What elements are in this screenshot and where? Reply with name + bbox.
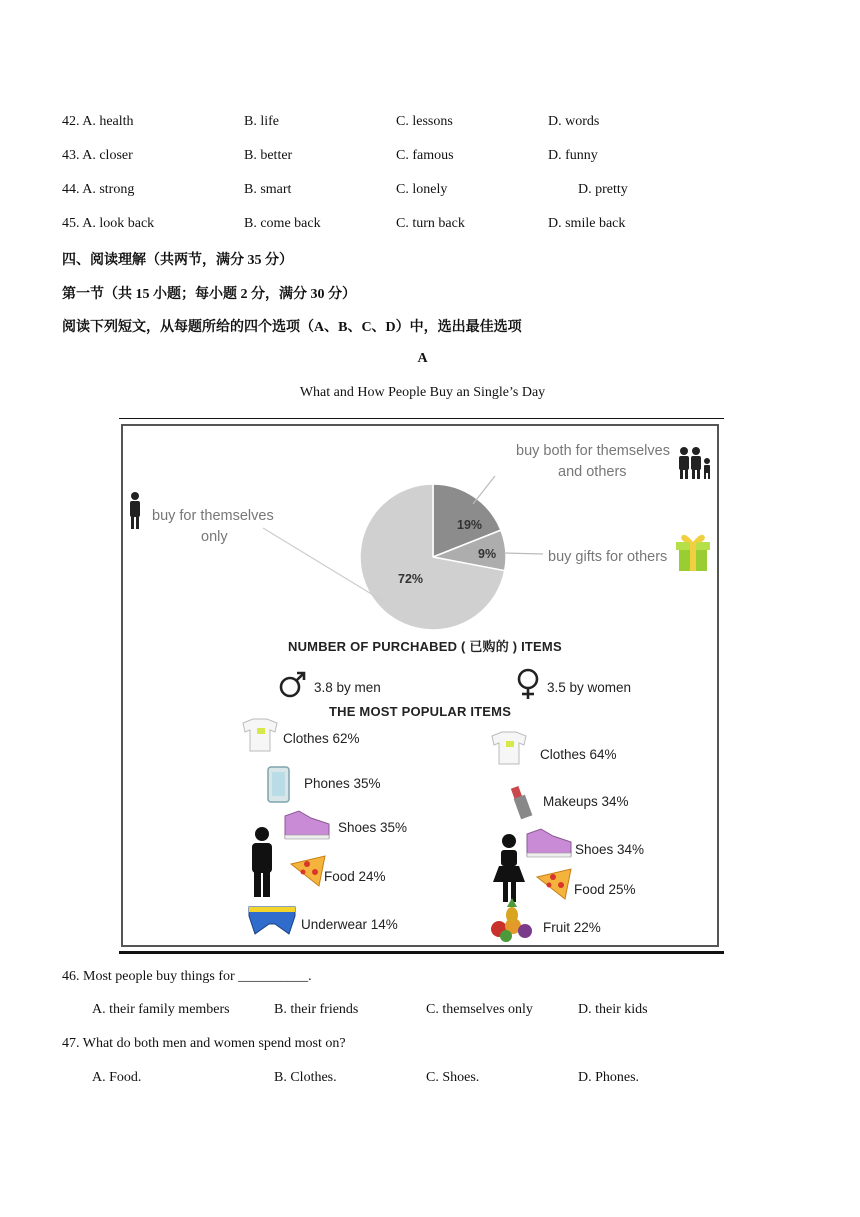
q44-option-a: 44. A. strong bbox=[62, 182, 135, 197]
men-item-food: Food 24% bbox=[324, 869, 386, 884]
female-symbol-icon bbox=[519, 670, 537, 699]
shoes-icon-men bbox=[285, 811, 329, 839]
passage-title: What and How People Buy an Single’s Day bbox=[299, 385, 546, 400]
q47-stem: 47. What do both men and women spend most on? bbox=[62, 1036, 346, 1051]
q46-option-d: D. their kids bbox=[578, 1002, 648, 1017]
q42-option-d: D. words bbox=[548, 114, 600, 129]
q47-option-c: C. Shoes. bbox=[426, 1070, 480, 1085]
man-figure-icon bbox=[252, 827, 272, 897]
leader-line-gifts bbox=[504, 553, 543, 554]
q43-option-d: D. funny bbox=[548, 148, 598, 163]
men-item-shoes: Shoes 35% bbox=[338, 820, 408, 835]
men-item-clothes: Clothes 62% bbox=[283, 731, 360, 746]
pie-label-both: 19% bbox=[457, 518, 483, 532]
women-item-shoes: Shoes 34% bbox=[575, 842, 645, 857]
underwear-icon bbox=[249, 907, 295, 934]
section-heading: 四、阅读理解（共两节，满分 35 分） bbox=[62, 253, 293, 268]
leader-line-both bbox=[473, 476, 495, 504]
q45-option-a: 45. A. look back bbox=[62, 216, 155, 231]
passage-letter: A bbox=[417, 351, 428, 366]
men-item-underwear: Underwear 14% bbox=[301, 917, 398, 932]
phone-icon bbox=[268, 767, 289, 802]
pie-label-self: 72% bbox=[398, 572, 424, 586]
shoes-icon-women bbox=[527, 829, 571, 857]
top-rule bbox=[119, 418, 724, 419]
q44-option-c: C. lonely bbox=[396, 182, 448, 197]
women-item-clothes: Clothes 64% bbox=[540, 747, 617, 762]
q47-option-a: A. Food. bbox=[92, 1070, 142, 1085]
q46-option-b: B. their friends bbox=[274, 1002, 359, 1017]
label-self-line2: only bbox=[201, 529, 228, 545]
label-gifts: buy gifts for others bbox=[548, 549, 668, 565]
men-item-phones: Phones 35% bbox=[304, 776, 381, 791]
q44-option-b: B. smart bbox=[244, 182, 292, 197]
person-icon bbox=[130, 492, 140, 529]
q47-option-b: B. Clothes. bbox=[274, 1070, 337, 1085]
fruit-icon bbox=[491, 898, 532, 942]
pizza-icon-women bbox=[537, 869, 571, 899]
men-count: 3.8 by men bbox=[314, 680, 381, 695]
makeup-icon bbox=[511, 786, 533, 819]
q44-option-d: D. pretty bbox=[578, 182, 628, 197]
clothes-icon-men bbox=[243, 719, 277, 751]
q42-option-b: B. life bbox=[244, 114, 279, 129]
women-item-food: Food 25% bbox=[574, 882, 636, 897]
instruction: 阅读下列短文，从每题所给的四个选项（A、B、C、D）中，选出最佳选项 bbox=[62, 320, 522, 335]
q46-option-c: C. themselves only bbox=[426, 1002, 533, 1017]
infographic bbox=[121, 424, 719, 947]
q47-option-d: D. Phones. bbox=[578, 1070, 640, 1085]
q42-option-a: 42. A. health bbox=[62, 114, 134, 129]
gift-icon bbox=[676, 535, 710, 571]
label-both-line2: and others bbox=[558, 464, 627, 480]
bottom-rule bbox=[119, 951, 724, 954]
label-both-line1: buy both for themselves bbox=[516, 443, 670, 459]
woman-figure-icon bbox=[493, 834, 525, 902]
women-count: 3.5 by women bbox=[547, 680, 632, 695]
q46-option-a: A. their family members bbox=[92, 1002, 230, 1017]
q46-stem: 46. Most people buy things for __________. bbox=[62, 969, 312, 984]
clothes-icon-women bbox=[492, 732, 526, 764]
male-symbol-icon bbox=[281, 673, 304, 696]
label-self-line1: buy for themselves bbox=[152, 508, 274, 524]
q45-option-b: B. come back bbox=[244, 216, 321, 231]
women-item-fruit: Fruit 22% bbox=[543, 920, 601, 935]
women-item-makeups: Makeups 34% bbox=[543, 794, 629, 809]
popular-heading: THE MOST POPULAR ITEMS bbox=[329, 704, 512, 719]
q43-option-c: C. famous bbox=[396, 148, 454, 163]
q43-option-a: 43. A. closer bbox=[62, 148, 133, 163]
q45-option-c: C. turn back bbox=[396, 216, 465, 231]
pie-label-gifts: 9% bbox=[478, 547, 497, 561]
pizza-icon-men bbox=[291, 856, 325, 886]
q42-option-c: C. lessons bbox=[396, 114, 453, 129]
family-icon bbox=[679, 447, 710, 479]
purchased-heading: NUMBER OF PURCHABED ( 已购的 ) ITEMS bbox=[288, 639, 562, 654]
q45-option-d: D. smile back bbox=[548, 216, 626, 231]
q43-option-b: B. better bbox=[244, 148, 293, 163]
part-heading: 第一节（共 15 小题；每小题 2 分，满分 30 分） bbox=[62, 287, 356, 302]
